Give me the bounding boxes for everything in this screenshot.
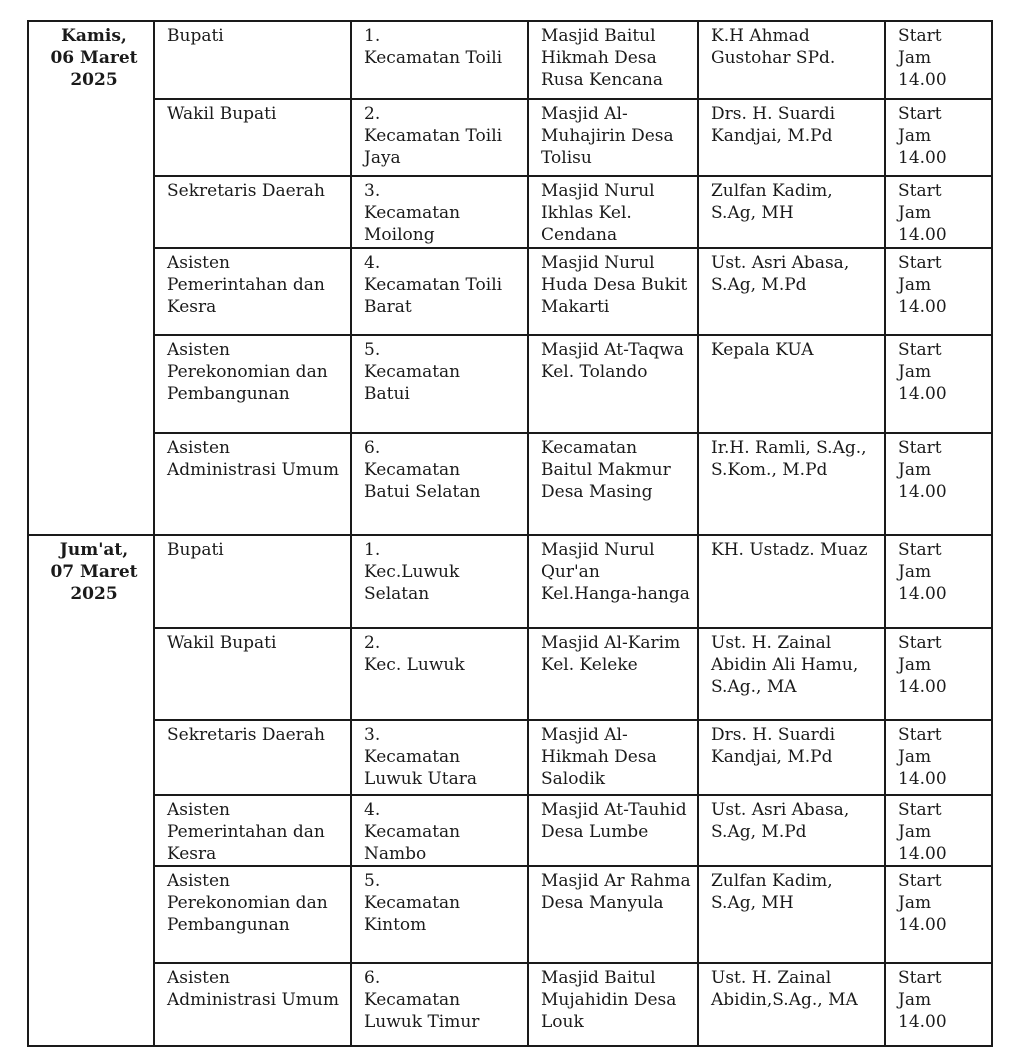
- kecamatan-name: Kec.Luwuk Selatan: [364, 562, 460, 604]
- time-line: Start: [898, 104, 942, 124]
- time-line: Start: [898, 633, 942, 653]
- kecamatan-name: Kecamatan Luwuk Utara: [364, 747, 477, 789]
- masjid-cell: Masjid Ar Rahma Desa Manyula: [528, 866, 698, 963]
- time-line: Start: [898, 800, 942, 820]
- kecamatan-name: Kecamatan Batui: [364, 362, 461, 404]
- kecamatan-cell: [351, 866, 528, 963]
- row-number: 3.: [364, 181, 381, 201]
- time-line: Start: [898, 725, 942, 745]
- masjid-cell: Kecamatan Baitul Makmur Desa Masing: [528, 433, 698, 535]
- row-number: 4.: [364, 253, 381, 273]
- speaker-cell: K.H Ahmad Gustohar SPd.: [698, 21, 885, 99]
- day-date-line: Jum'at,: [59, 540, 129, 560]
- time-line: 14.00: [898, 677, 947, 697]
- schedule-row: [28, 248, 992, 335]
- kecamatan-cell: [351, 628, 528, 720]
- row-number: 5.: [364, 340, 381, 360]
- row-number: 2.: [364, 104, 381, 124]
- speaker-cell: Drs. H. Suardi Kandjai, M.Pd: [698, 720, 885, 795]
- masjid-cell: Masjid Nurul Qur'an Kel.Hanga-hanga: [528, 535, 698, 628]
- day-date-line: 2025: [70, 70, 118, 90]
- kecamatan-name: Kecamatan Toili: [364, 48, 503, 68]
- time-line: Jam: [898, 655, 932, 675]
- day-date-cell: [28, 535, 154, 1046]
- time-line: 14.00: [898, 225, 947, 245]
- time-line: Jam: [898, 48, 932, 68]
- speaker-cell: Kepala KUA: [698, 335, 885, 433]
- official-cell: Sekretaris Daerah: [154, 720, 351, 795]
- official-cell: Asisten Perekonomian dan Pembangunan: [154, 866, 351, 963]
- time-cell: [885, 866, 992, 963]
- row-number: 6.: [364, 968, 381, 988]
- official-cell: Asisten Pemerintahan dan Kesra: [154, 795, 351, 866]
- speaker-cell: Ust. H. Zainal Abidin Ali Hamu, S.Ag., MA: [698, 628, 885, 720]
- time-cell: [885, 176, 992, 248]
- masjid-cell: Masjid Al-Muhajirin Desa Tolisu: [528, 99, 698, 176]
- day-date-cell: [28, 21, 154, 535]
- masjid-cell: Masjid Nurul Huda Desa Bukit Makarti: [528, 248, 698, 335]
- time-cell: [885, 21, 992, 99]
- time-line: 14.00: [898, 148, 947, 168]
- row-number: 1.: [364, 540, 381, 560]
- kecamatan-cell: [351, 795, 528, 866]
- official-cell: Asisten Perekonomian dan Pembangunan: [154, 335, 351, 433]
- time-line: Jam: [898, 203, 932, 223]
- schedule-row: [28, 795, 992, 866]
- schedule-row: [28, 176, 992, 248]
- time-cell: [885, 535, 992, 628]
- time-line: Start: [898, 871, 942, 891]
- schedule-row: [28, 335, 992, 433]
- row-number: 5.: [364, 871, 381, 891]
- kecamatan-cell: [351, 21, 528, 99]
- speaker-cell: Ir.H. Ramli, S.Ag., S.Kom., M.Pd: [698, 433, 885, 535]
- official-cell: Bupati: [154, 535, 351, 628]
- kecamatan-name: Kecamatan Nambo: [364, 822, 461, 864]
- masjid-cell: Masjid At-Taqwa Kel. Tolando: [528, 335, 698, 433]
- time-cell: [885, 963, 992, 1046]
- schedule-row: [28, 628, 992, 720]
- speaker-cell: KH. Ustadz. Muaz: [698, 535, 885, 628]
- masjid-cell: Masjid Baitul Mujahidin Desa Louk: [528, 963, 698, 1046]
- day-date-line: Kamis,: [61, 26, 127, 46]
- time-cell: [885, 628, 992, 720]
- time-line: 14.00: [898, 1012, 947, 1032]
- masjid-cell: Masjid Baitul Hikmah Desa Rusa Kencana: [528, 21, 698, 99]
- masjid-cell: Masjid At-Tauhid Desa Lumbe: [528, 795, 698, 866]
- time-line: Jam: [898, 893, 932, 913]
- time-cell: [885, 720, 992, 795]
- kecamatan-name: Kecamatan Luwuk Timur: [364, 990, 480, 1032]
- time-line: Jam: [898, 126, 932, 146]
- kecamatan-cell: [351, 99, 528, 176]
- schedule-row: [28, 433, 992, 535]
- time-line: 14.00: [898, 384, 947, 404]
- row-number: 2.: [364, 633, 381, 653]
- time-line: Start: [898, 26, 942, 46]
- speaker-cell: Drs. H. Suardi Kandjai, M.Pd: [698, 99, 885, 176]
- time-line: Start: [898, 253, 942, 273]
- day-date-line: 07 Maret: [50, 562, 138, 582]
- time-cell: [885, 795, 992, 866]
- schedule-row: [28, 535, 992, 628]
- official-cell: Wakil Bupati: [154, 628, 351, 720]
- speaker-cell: Ust. Asri Abasa, S.Ag, M.Pd: [698, 248, 885, 335]
- row-number: 3.: [364, 725, 381, 745]
- speaker-cell: Zulfan Kadim, S.Ag, MH: [698, 866, 885, 963]
- time-line: Jam: [898, 362, 932, 382]
- speaker-cell: Ust. Asri Abasa, S.Ag, M.Pd: [698, 795, 885, 866]
- kecamatan-name: Kecamatan Moilong: [364, 203, 461, 245]
- time-line: 14.00: [898, 844, 947, 864]
- speaker-cell: Ust. H. Zainal Abidin,S.Ag., MA: [698, 963, 885, 1046]
- official-cell: Bupati: [154, 21, 351, 99]
- time-line: Jam: [898, 562, 932, 582]
- schedule-row: [28, 99, 992, 176]
- day-date-line: 06 Maret: [50, 48, 138, 68]
- masjid-cell: Masjid Al-Hikmah Desa Salodik: [528, 720, 698, 795]
- kecamatan-name: Kec. Luwuk: [364, 655, 465, 675]
- time-line: 14.00: [898, 70, 947, 90]
- schedule-table: [27, 20, 993, 1047]
- masjid-cell: Masjid Al-Karim Kel. Keleke: [528, 628, 698, 720]
- official-cell: Asisten Administrasi Umum: [154, 963, 351, 1046]
- time-cell: [885, 248, 992, 335]
- time-line: 14.00: [898, 584, 947, 604]
- row-number: 1.: [364, 26, 381, 46]
- kecamatan-name: Kecamatan Batui Selatan: [364, 460, 481, 502]
- time-line: Jam: [898, 275, 932, 295]
- schedule-row: [28, 21, 992, 99]
- row-number: 6.: [364, 438, 381, 458]
- official-cell: Asisten Pemerintahan dan Kesra: [154, 248, 351, 335]
- time-line: Start: [898, 340, 942, 360]
- kecamatan-cell: [351, 176, 528, 248]
- time-line: Jam: [898, 460, 932, 480]
- time-line: Start: [898, 438, 942, 458]
- time-line: Jam: [898, 990, 932, 1010]
- time-cell: [885, 99, 992, 176]
- schedule-row: [28, 963, 992, 1046]
- kecamatan-cell: [351, 335, 528, 433]
- schedule-row: [28, 866, 992, 963]
- kecamatan-name: Kecamatan Toili Barat: [364, 275, 503, 317]
- kecamatan-name: Kecamatan Kintom: [364, 893, 461, 935]
- time-line: Start: [898, 968, 942, 988]
- time-line: 14.00: [898, 482, 947, 502]
- time-line: Jam: [898, 822, 932, 842]
- official-cell: Wakil Bupati: [154, 99, 351, 176]
- time-line: Jam: [898, 747, 932, 767]
- kecamatan-name: Kecamatan Toili Jaya: [364, 126, 503, 168]
- masjid-cell: Masjid Nurul Ikhlas Kel. Cendana: [528, 176, 698, 248]
- day-date-line: 2025: [70, 584, 118, 604]
- time-line: 14.00: [898, 297, 947, 317]
- time-line: 14.00: [898, 769, 947, 789]
- time-cell: [885, 335, 992, 433]
- kecamatan-cell: [351, 720, 528, 795]
- speaker-cell: Zulfan Kadim, S.Ag, MH: [698, 176, 885, 248]
- official-cell: Sekretaris Daerah: [154, 176, 351, 248]
- kecamatan-cell: [351, 248, 528, 335]
- time-line: Start: [898, 540, 942, 560]
- time-cell: [885, 433, 992, 535]
- time-line: Start: [898, 181, 942, 201]
- kecamatan-cell: [351, 535, 528, 628]
- row-number: 4.: [364, 800, 381, 820]
- schedule-row: [28, 720, 992, 795]
- official-cell: Asisten Administrasi Umum: [154, 433, 351, 535]
- schedule-body: [28, 21, 992, 1046]
- time-line: 14.00: [898, 915, 947, 935]
- kecamatan-cell: [351, 963, 528, 1046]
- kecamatan-cell: [351, 433, 528, 535]
